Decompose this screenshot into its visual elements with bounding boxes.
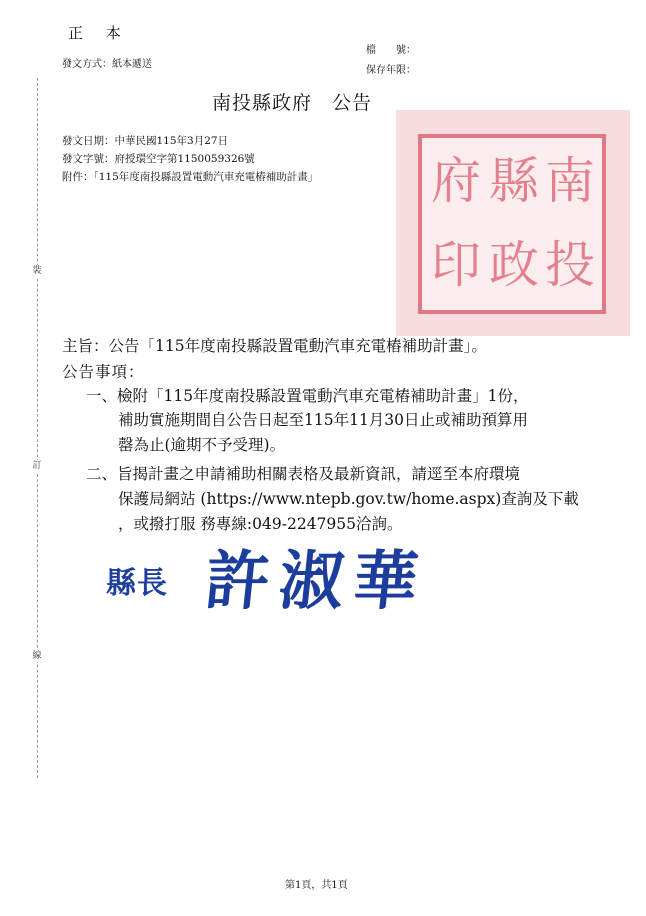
- binding-char-xian: 線: [30, 650, 44, 662]
- subject-line: 主旨：公告「115年度南投縣設置電動汽車充電樁補助計畫」。: [62, 337, 487, 355]
- seal-char: 縣: [489, 152, 539, 210]
- notice-item-1-line-3: 罄為止(逾期不予受理)。: [118, 436, 286, 454]
- send-method: 發文方式：紙本遞送: [62, 59, 152, 70]
- document-title: 南投縣政府 公告: [212, 92, 373, 114]
- signature-name: 許淑華: [201, 544, 432, 619]
- binding-line: [37, 78, 38, 778]
- seal-char: 投: [545, 236, 595, 294]
- document-number: 發文字號：府授環空字第1150059326號: [62, 153, 255, 165]
- official-seal-stamp: [396, 110, 630, 336]
- seal-char: 政: [489, 236, 539, 294]
- signature-title: 縣長: [106, 566, 168, 601]
- copy-type-label: 正 本: [68, 24, 130, 42]
- retention-period-label: 保存年限：: [366, 65, 416, 76]
- notice-item-1-line-1: 一、檢附「115年度南投縣設置電動汽車充電樁補助計畫」1份，: [86, 387, 529, 405]
- notice-item-2-line-1: 二、旨揭計畫之申請補助相關表格及最新資訊，請逕至本府環境: [86, 465, 521, 483]
- notice-item-2-line-2: 保護局網站 (https://www.ntepb.gov.tw/home.aspx)查詢及下載: [118, 490, 579, 508]
- seal-border: [418, 134, 606, 314]
- seal-char: 印: [431, 236, 481, 294]
- binding-char-ding: 訂: [30, 460, 44, 472]
- notice-item-1-line-2: 補助實施期間自公告日起至115年11月30日止或補助預算用: [118, 411, 529, 429]
- page-number: 第1頁，共1頁: [285, 880, 348, 891]
- seal-char: 南: [545, 152, 595, 210]
- archive-number-label: 檔 號：: [366, 45, 416, 56]
- magistrate-signature: [106, 530, 470, 640]
- notice-heading: 公告事項：: [62, 363, 145, 381]
- seal-char: 府: [431, 152, 481, 210]
- notice-item-2-line-3: ，或撥打服 務專線:049-2247955洽詢。: [118, 515, 403, 533]
- attachment: 附件：「115年度南投縣設置電動汽車充電樁補助計畫」: [62, 171, 319, 183]
- issue-date: 發文日期：中華民國115年3月27日: [62, 135, 229, 147]
- binding-char-zhuang: 裝: [30, 265, 44, 277]
